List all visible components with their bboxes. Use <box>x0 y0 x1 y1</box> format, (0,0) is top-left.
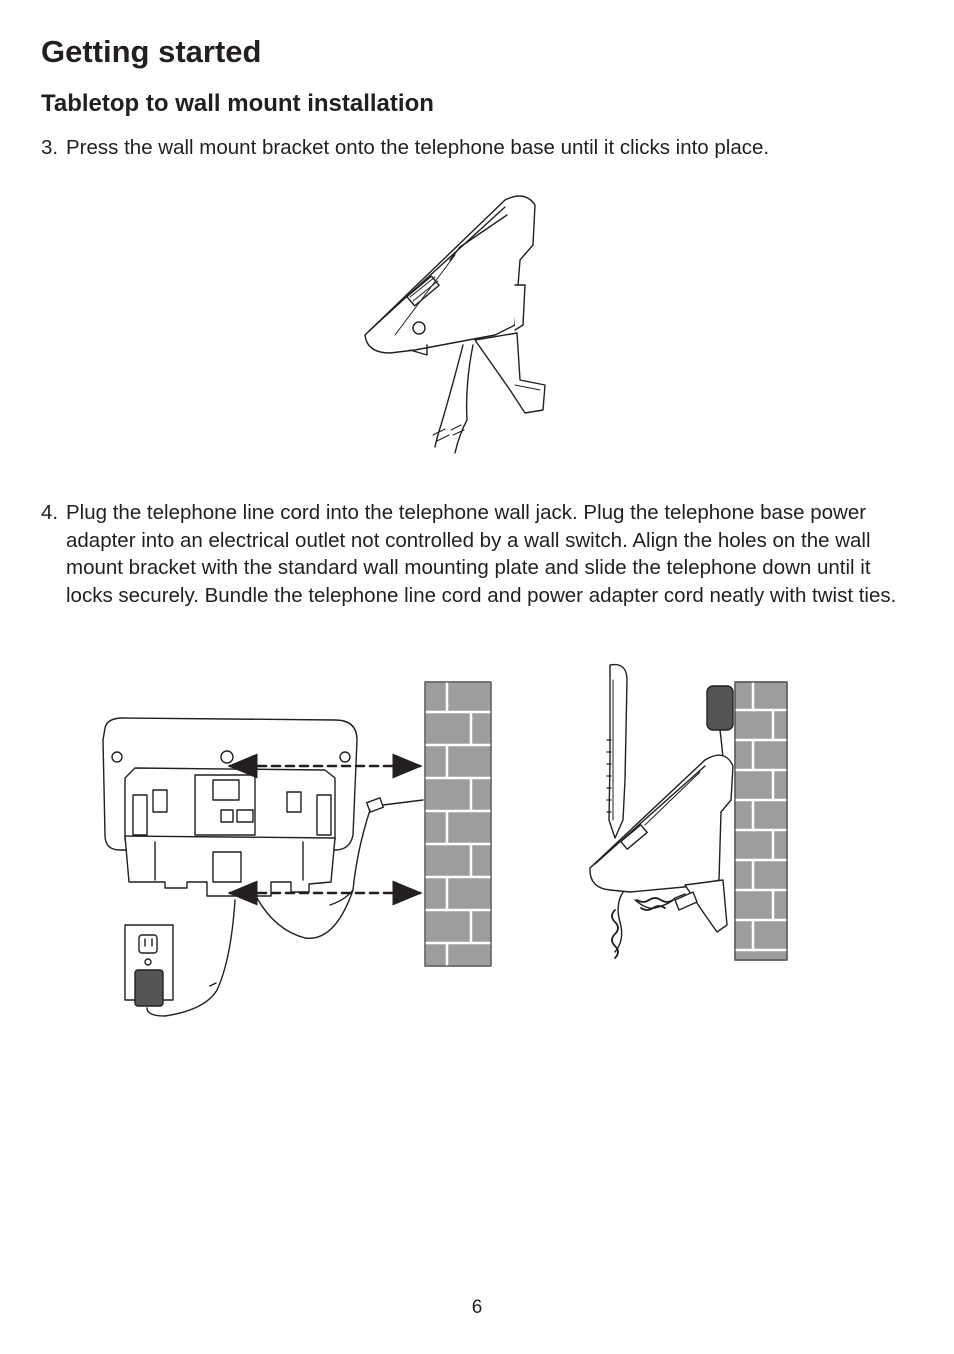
base-with-bracket-side-illustration <box>355 185 555 460</box>
step-number: 3. <box>41 136 59 159</box>
step-4 <box>41 499 921 609</box>
step-text: Plug the telephone line cord into the telephone wall jack. Plug the telephone base power adapter into an electrical outlet not controlled by a wall switch. Align the holes on the wall mount bracket with the standard wall mounting plate and slide the telephone down until it locks securely. Bundle the telephone line cord and power adapter cord neatly with twist ties. <box>66 501 897 607</box>
phone-mounted-on-wall-illustration <box>575 660 800 970</box>
step-number: 4. <box>41 501 59 524</box>
subsection-title: Tabletop to wall mount installation <box>41 90 434 117</box>
section-title: Getting started <box>41 34 262 69</box>
step-3 <box>41 134 901 162</box>
step-text: Press the wall mount bracket onto the telephone base until it clicks into place. <box>66 136 770 159</box>
base-back-aligned-to-wall-plate-illustration <box>95 660 505 1030</box>
page-number: 6 <box>471 1297 483 1318</box>
